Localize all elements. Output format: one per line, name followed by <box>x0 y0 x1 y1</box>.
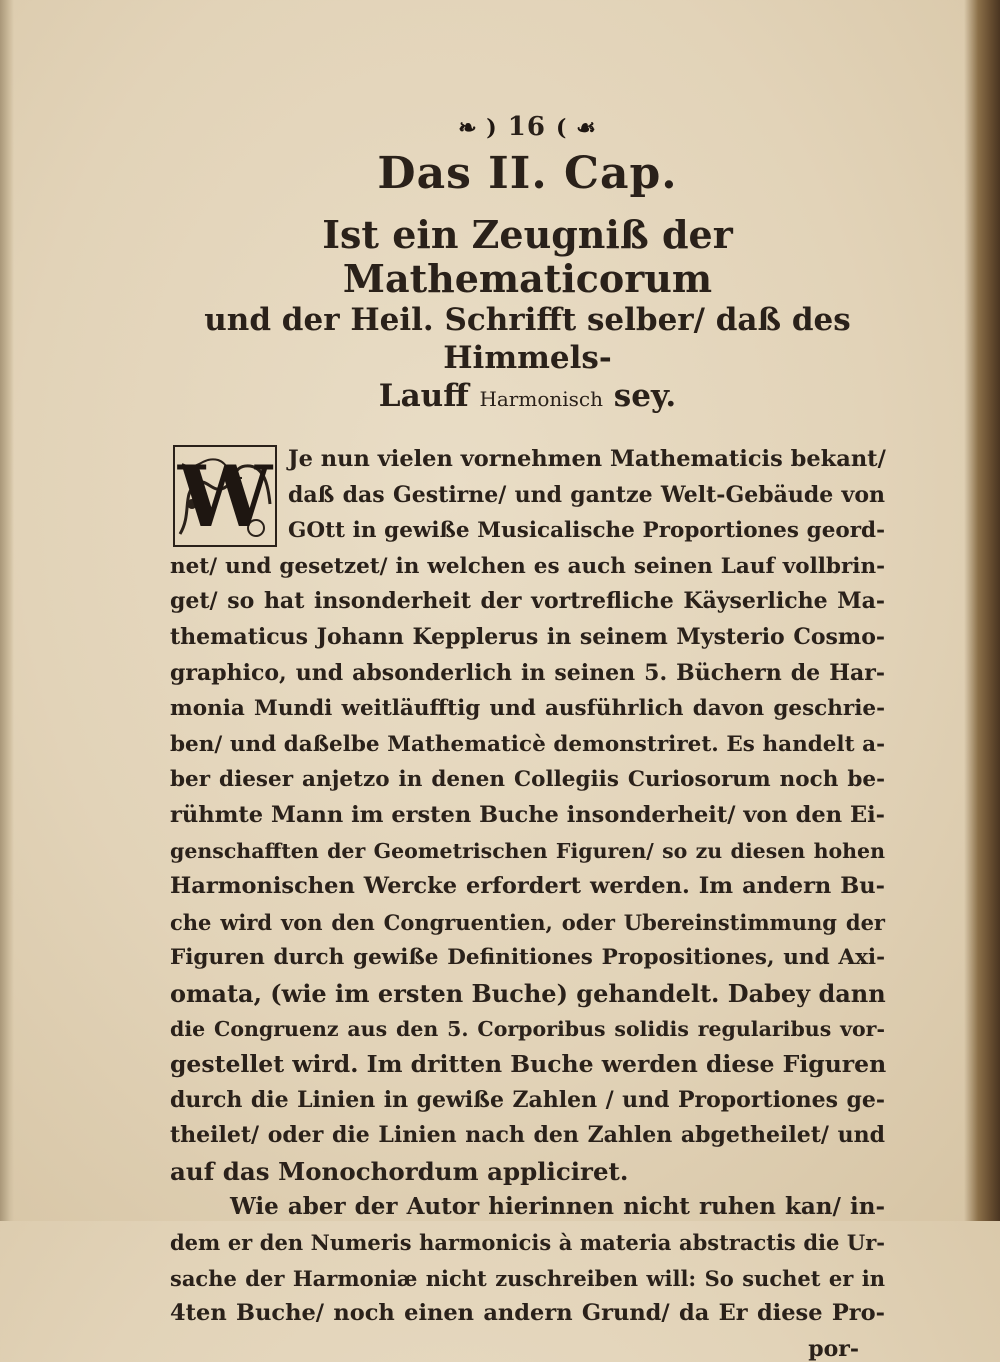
text-line: ber dieser anjetzo in denen Collegiis Curiosorum noch be- <box>170 767 885 793</box>
chapter-title <box>170 213 885 418</box>
decorated-initial-ornament-icon <box>172 444 278 548</box>
text-line: dem er den Numeris harmonicis à materia abstractis die Ur- <box>170 1230 885 1256</box>
text-line: get/ so hat insonderheit der vortrefliche Käyserliche Ma- <box>170 588 885 615</box>
book-spine-edge <box>964 0 1000 1221</box>
text-line: monia Mundi weitläufftig und ausführlich davon geschrie- <box>170 696 885 722</box>
title-word-sey: sey. <box>613 378 677 414</box>
text-line: gestellet wird. Im dritten Buche werden diese Figuren <box>170 1050 887 1079</box>
ornament-right: ( ☙ <box>556 115 597 141</box>
text-line: rühmte Mann im ersten Buche insonderheit/ von den Ei- <box>170 801 885 828</box>
text-line: thematicus Johann Kepplerus in seinem Mysterio Cosmo- <box>170 623 885 650</box>
page-number: 16 <box>507 112 546 142</box>
text-line: omata, (wie im ersten Buche) gehandelt. Dabey dann <box>170 978 886 1008</box>
text-line: Wie aber der Autor hierinnen nicht ruhen kan/ in- <box>230 1193 885 1221</box>
text-line: graphico, und absonderlich in seinen 5. Büchern de Har- <box>170 659 885 686</box>
ornament-left: ❧ ) <box>458 115 498 141</box>
chapter-heading: Das II. Cap. <box>377 148 678 199</box>
catchword: por- <box>808 1335 859 1362</box>
text-line: genschafften der Geometrischen Figuren/ so zu diesen hohen <box>170 838 885 863</box>
text-line: Figuren durch gewiße Definitiones Propositiones, und Axi- <box>170 945 885 971</box>
page-left-edge <box>0 0 14 1221</box>
decorated-initial <box>172 444 278 548</box>
title-line-2: und der Heil. Schrifft selber/ daß des Himmels- <box>204 302 851 376</box>
text-line: daß das Gestirne/ und gantze Welt-Gebäude von <box>288 481 885 508</box>
text-line: Harmonischen Wercke erfordert werden. Im andern Bu- <box>170 873 885 900</box>
text-line: Je nun vielen vornehmen Mathematicis bekant/ <box>288 446 886 472</box>
text-line: net/ und gesetzet/ in welchen es auch seinen Lauf vollbrin- <box>170 553 885 579</box>
text-line: die Congruenz aus den 5. Corporibus solidis regularibus vor- <box>170 1016 885 1041</box>
text-line: durch die Linien in gewiße Zahlen / und Proportiones ge- <box>170 1086 885 1113</box>
title-line-1: Ist ein Zeugniß der Mathematicorum <box>322 212 733 301</box>
text-line: auf das Monochordum appliciret. <box>170 1156 629 1186</box>
title-word-harmonisch: Harmonisch <box>479 387 603 411</box>
text-line: sache der Harmoniæ nicht zuschreiben will: So suchet er in <box>170 1265 885 1291</box>
page-header <box>170 112 885 142</box>
text-line: theilet/ oder die Linien nach den Zahlen abgetheilet/ und <box>170 1122 885 1149</box>
text-line: che wird von den Congruentien, oder Ubereinstimmung der <box>170 909 885 935</box>
dropcap-letter: W <box>177 447 273 546</box>
title-line-3 <box>170 377 885 418</box>
text-line: 4ten Buche/ noch einen andern Grund/ da Er diese Pro- <box>170 1300 885 1327</box>
title-word-lauff: Lauff <box>378 378 469 414</box>
text-line: GOtt in gewiße Musicalische Proportiones geord- <box>288 518 885 544</box>
text-line: ben/ und daßelbe Mathematicè demonstriret. Es handelt a- <box>170 731 885 757</box>
body-text <box>170 442 885 1362</box>
book-page <box>170 108 887 1362</box>
